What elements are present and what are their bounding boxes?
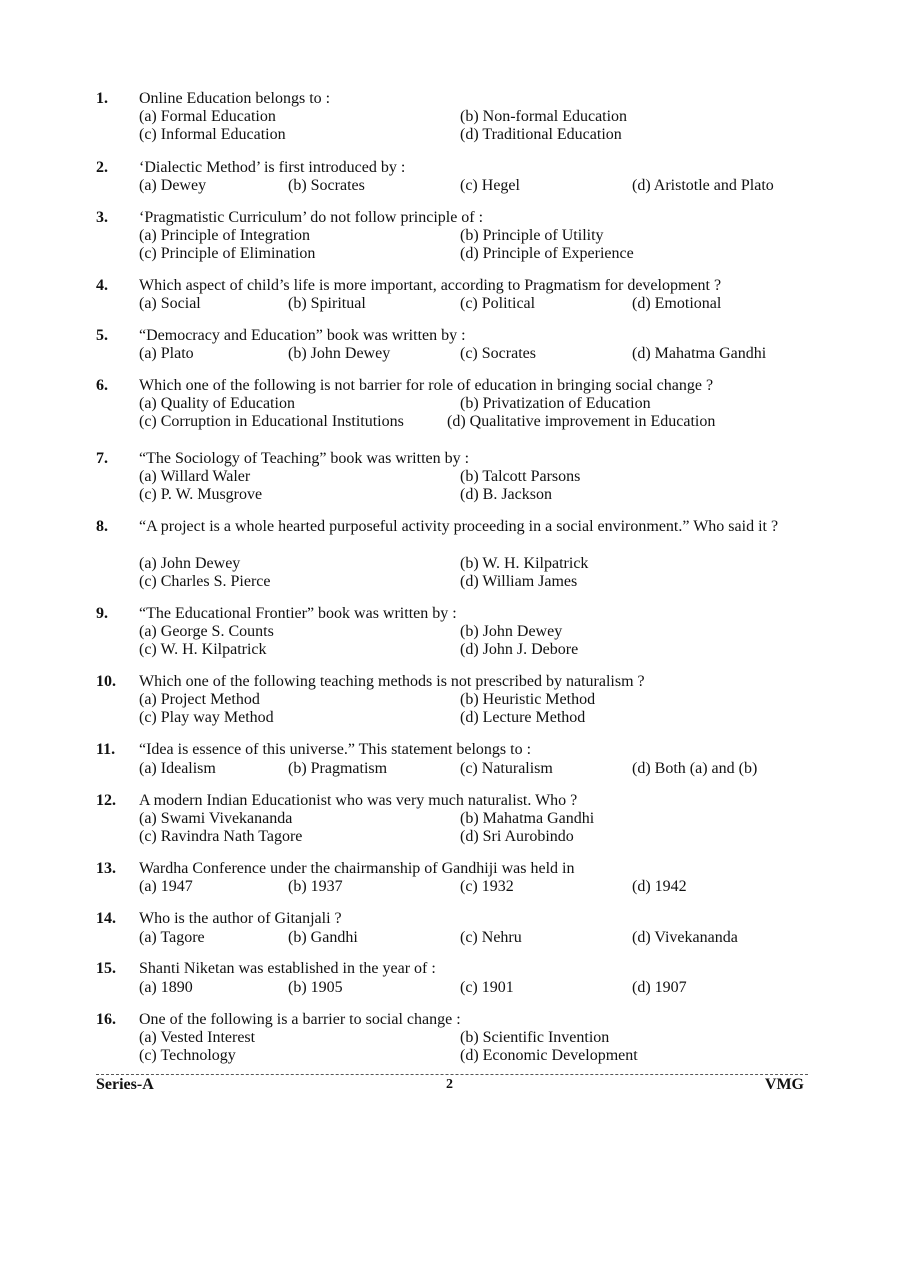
question-number: 2. <box>96 159 108 176</box>
question-text: Shanti Niketan was established in the year of : <box>139 960 436 977</box>
page-footer <box>96 1074 808 1095</box>
option-d: (d) Lecture Method <box>460 709 586 726</box>
question-text: ‘Pragmatistic Curriculum’ do not follow principle of : <box>139 209 484 226</box>
question-number: 16. <box>96 1011 116 1028</box>
option-d: (d) Mahatma Gandhi <box>632 345 767 362</box>
question-number: 10. <box>96 673 116 690</box>
option-b: (b) 1905 <box>288 979 343 996</box>
question-number: 9. <box>96 605 108 622</box>
question-text: “The Sociology of Teaching” book was written by : <box>139 450 470 467</box>
option-c: (c) P. W. Musgrove <box>139 486 263 503</box>
question-text: Online Education belongs to : <box>139 90 331 107</box>
option-a: (a) John Dewey <box>139 555 241 572</box>
option-b: (b) Socrates <box>288 177 365 194</box>
option-b: (b) Pragmatism <box>288 760 388 777</box>
option-d: (d) 1907 <box>632 979 687 996</box>
option-a: (a) Plato <box>139 345 194 362</box>
question-text: ‘Dialectic Method’ is first introduced by : <box>139 159 406 176</box>
option-a: (a) Project Method <box>139 691 260 708</box>
option-c: (c) Principle of Elimination <box>139 245 316 262</box>
option-d: (d) B. Jackson <box>460 486 552 503</box>
option-b: (b) W. H. Kilpatrick <box>460 555 589 572</box>
option-a: (a) Idealism <box>139 760 216 777</box>
option-c: (c) Technology <box>139 1047 236 1064</box>
question-number: 1. <box>96 90 108 107</box>
option-a: (a) 1947 <box>139 878 193 895</box>
option-a: (a) Principle of Integration <box>139 227 311 244</box>
option-b: (b) Principle of Utility <box>460 227 604 244</box>
option-a: (a) Tagore <box>139 929 205 946</box>
option-d: (d) William James <box>460 573 578 590</box>
question-text: Which aspect of child’s life is more important, according to Pragmatism for development ? <box>139 277 722 294</box>
question-text: “Idea is essence of this universe.” This statement belongs to : <box>139 741 532 758</box>
option-b: (b) Gandhi <box>288 929 358 946</box>
question-text: Wardha Conference under the chairmanship of Gandhiji was held in <box>139 860 575 877</box>
question-number: 15. <box>96 960 116 977</box>
question-text: Which one of the following is not barrier for role of education in bringing social change ? <box>139 377 714 394</box>
option-d: (d) Economic Development <box>460 1047 638 1064</box>
option-a: (a) Vested Interest <box>139 1029 256 1046</box>
question-number: 5. <box>96 327 108 344</box>
option-b: (b) Non-formal Education <box>460 108 628 125</box>
option-a: (a) George S. Counts <box>139 623 274 640</box>
option-d: (d) Principle of Experience <box>460 245 634 262</box>
question-text: A modern Indian Educationist who was very much naturalist. Who ? <box>139 792 578 809</box>
option-b: (b) Privatization of Education <box>460 395 651 412</box>
option-b: (b) 1937 <box>288 878 343 895</box>
question-text: Who is the author of Gitanjali ? <box>139 910 342 927</box>
option-c: (c) Informal Education <box>139 126 286 143</box>
option-d: (d) Sri Aurobindo <box>460 828 574 845</box>
option-a: (a) 1890 <box>139 979 193 996</box>
option-a: (a) Dewey <box>139 177 207 194</box>
option-c: (c) 1901 <box>460 979 514 996</box>
option-c: (c) Political <box>460 295 536 312</box>
option-b: (b) Scientific Invention <box>460 1029 610 1046</box>
option-c: (c) Corruption in Educational Institutions <box>139 413 404 430</box>
question-number: 6. <box>96 377 108 394</box>
option-d: (d) Both (a) and (b) <box>632 760 758 777</box>
option-d: (d) Vivekananda <box>632 929 738 946</box>
option-a: (a) Social <box>139 295 201 312</box>
option-d: (d) Traditional Education <box>460 126 622 143</box>
question-text: “Democracy and Education” book was written by : <box>139 327 466 344</box>
option-c: (c) Hegel <box>460 177 520 194</box>
option-d: (d) Emotional <box>632 295 722 312</box>
option-d: (d) John J. Debore <box>460 641 579 658</box>
question-text: One of the following is a barrier to social change : <box>139 1011 461 1028</box>
option-c: (c) 1932 <box>460 878 514 895</box>
option-b: (b) Mahatma Gandhi <box>460 810 595 827</box>
option-c: (c) Socrates <box>460 345 536 362</box>
option-a: (a) Formal Education <box>139 108 276 125</box>
option-c: (c) Nehru <box>460 929 522 946</box>
option-c: (c) Naturalism <box>460 760 553 777</box>
question-number: 11. <box>96 741 116 758</box>
option-a: (a) Willard Waler <box>139 468 251 485</box>
option-c: (c) Play way Method <box>139 709 274 726</box>
question-number: 14. <box>96 910 116 927</box>
question-text: “A project is a whole hearted purposeful activity proceeding in a social environment.” Who said it ? <box>139 518 779 535</box>
option-d: (d) 1942 <box>632 878 687 895</box>
option-d: (d) Qualitative improvement in Education <box>447 413 716 430</box>
question-number: 7. <box>96 450 108 467</box>
paper-code: VMG <box>764 1076 804 1093</box>
question-text: Which one of the following teaching methods is not prescribed by naturalism ? <box>139 673 645 690</box>
question-number: 13. <box>96 860 116 877</box>
question-number: 12. <box>96 792 116 809</box>
series-label: Series-A <box>96 1076 154 1093</box>
option-c: (c) Charles S. Pierce <box>139 573 271 590</box>
option-b: (b) John Dewey <box>460 623 563 640</box>
question-number: 3. <box>96 209 108 226</box>
option-b: (b) Talcott Parsons <box>460 468 581 485</box>
option-a: (a) Swami Vivekananda <box>139 810 293 827</box>
option-d: (d) Aristotle and Plato <box>632 177 774 194</box>
option-b: (b) Spiritual <box>288 295 366 312</box>
option-a: (a) Quality of Education <box>139 395 295 412</box>
option-b: (b) John Dewey <box>288 345 391 362</box>
question-number: 8. <box>96 518 108 535</box>
option-c: (c) Ravindra Nath Tagore <box>139 828 303 845</box>
page-number: 2 <box>446 1077 453 1092</box>
option-b: (b) Heuristic Method <box>460 691 596 708</box>
question-number: 4. <box>96 277 108 294</box>
option-c: (c) W. H. Kilpatrick <box>139 641 267 658</box>
question-text: “The Educational Frontier” book was written by : <box>139 605 457 622</box>
